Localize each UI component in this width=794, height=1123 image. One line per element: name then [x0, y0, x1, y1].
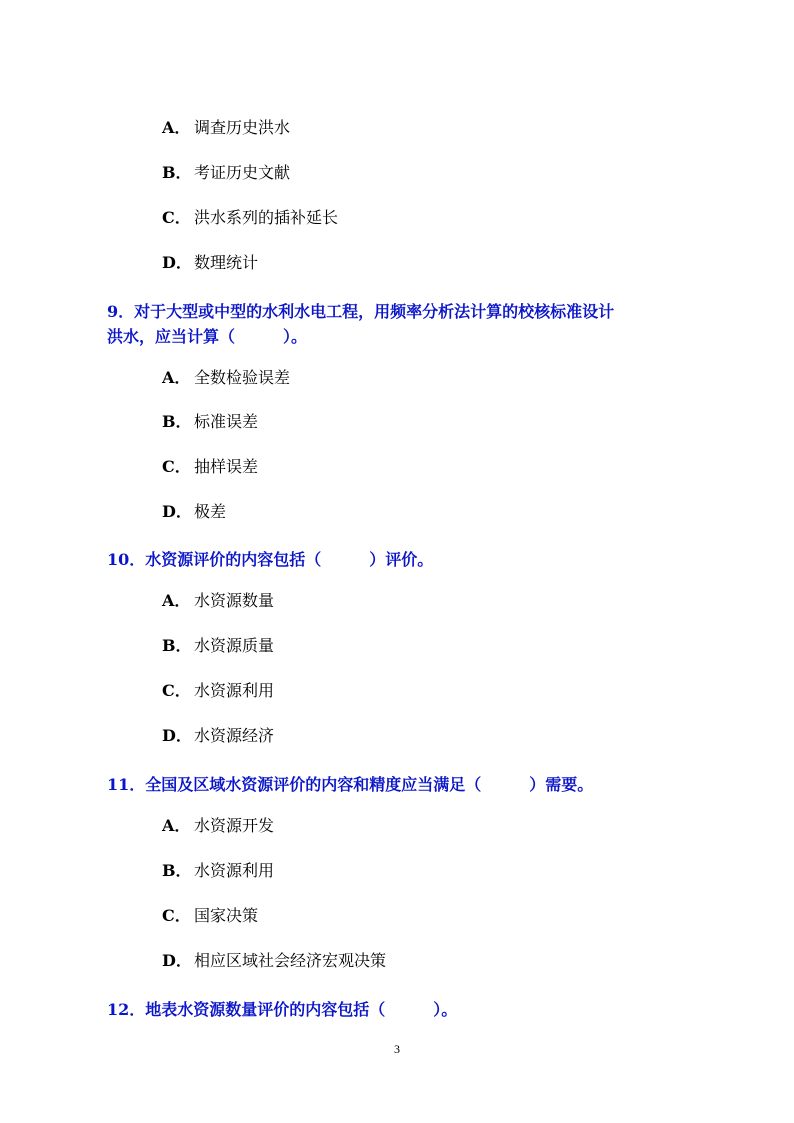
option-text: 全数检验误差 [194, 368, 291, 387]
option-text: 标准误差 [194, 412, 259, 431]
option-letter: D． [162, 253, 192, 272]
option-text: 数理统计 [194, 253, 259, 272]
option-d [162, 500, 226, 524]
option-a [162, 589, 274, 613]
option-letter: D． [162, 502, 192, 521]
option-d [162, 251, 258, 275]
option-c [162, 455, 258, 479]
option-text: 水资源经济 [194, 726, 275, 745]
option-text: 国家决策 [194, 906, 259, 925]
question-12: 12．地表水资源数量评价的内容包括（ ）。 [107, 1000, 458, 1019]
option-text: 水资源利用 [194, 861, 275, 880]
option-letter: B． [162, 861, 192, 880]
option-letter: D． [162, 726, 192, 745]
option-a [162, 366, 290, 390]
option-a [162, 116, 290, 140]
option-letter: D． [162, 951, 192, 970]
option-text: 水资源开发 [194, 816, 275, 835]
option-text: 水资源质量 [194, 636, 275, 655]
option-b [162, 410, 258, 434]
question-10: 10．水资源评价的内容包括（ ）评价。 [107, 550, 434, 569]
option-text: 洪水系列的插补延长 [194, 208, 339, 227]
option-text: 水资源数量 [194, 591, 275, 610]
option-b [162, 859, 274, 883]
option-c [162, 206, 338, 230]
option-text: 相应区域社会经济宏观决策 [194, 951, 387, 970]
option-text: 考证历史文献 [194, 163, 291, 182]
option-letter: C． [162, 457, 191, 476]
option-b [162, 634, 274, 658]
option-text: 水资源利用 [194, 681, 275, 700]
option-letter: A． [162, 591, 191, 610]
option-text: 极差 [194, 502, 227, 521]
option-text: 调查历史洪水 [194, 118, 291, 137]
option-a [162, 814, 274, 838]
option-letter: B． [162, 636, 192, 655]
option-text: 抽样误差 [194, 457, 259, 476]
option-c [162, 904, 258, 928]
option-letter: C． [162, 681, 191, 700]
option-letter: C． [162, 208, 191, 227]
option-d [162, 949, 386, 973]
page-number: 3 [394, 1042, 400, 1056]
option-c [162, 679, 274, 703]
option-letter: B． [162, 163, 192, 182]
question-11: 11．全国及区域水资源评价的内容和精度应当满足（ ）需要。 [107, 775, 594, 794]
option-b [162, 161, 290, 185]
option-letter: A． [162, 118, 191, 137]
option-letter: C． [162, 906, 191, 925]
option-letter: B． [162, 412, 192, 431]
question-9-line-1: 9．对于大型或中型的水利水电工程，用频率分析法计算的校核标准设计 [107, 302, 615, 321]
option-letter: A． [162, 368, 191, 387]
option-letter: A． [162, 816, 191, 835]
question-9-line-2: 洪水，应当计算（ ）。 [107, 327, 308, 346]
option-d [162, 724, 274, 748]
